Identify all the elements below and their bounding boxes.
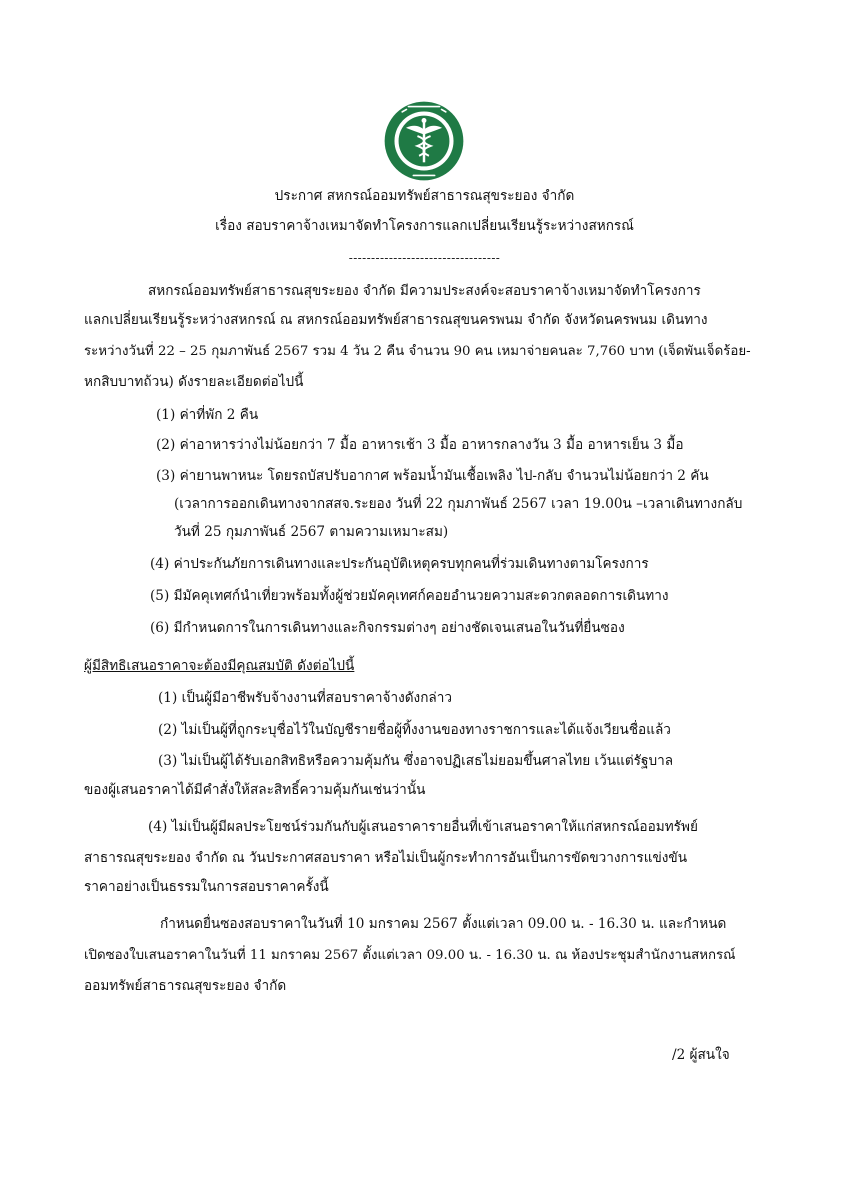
intro-line-1: สหกรณ์ออมทรัพย์สาธารณสุขระยอง จำกัด มีความประสงค์จะสอบราคาจ้างเหมาจัดทำโครงการ [148,283,701,299]
item-insurance: (4) ค่าประกันภัยการเดินทางและประกันอุบัติเหตุครบทุกคนที่ร่วมเดินทางตามโครงการ [150,556,649,572]
item-transport-return: วันที่ 25 กุมภาพันธ์ 2567 ตามความเหมาะสม) [174,524,449,540]
qualifications-heading: ผู้มีสิทธิเสนอราคาจะต้องมีคุณสมบัติ ดังต่อไปนี้ [84,658,355,674]
item-meals: (2) ค่าอาหารว่างไม่น้อยกว่า 7 มื้อ อาหารเช้า 3 มื้อ อาหารกลางวัน 3 มื้อ อาหารเย็น 3 มื้อ [156,437,684,453]
item-guide: (5) มีมัคคุเทศก์นำเที่ยวพร้อมทั้งผู้ช่วยมัคคุเทศก์คอยอำนวยความสะดวกตลอดการเดินทาง [150,588,669,604]
divider: ---------------------------------- [348,251,501,265]
page-continuation: /2 ผู้สนใจ [672,1047,730,1063]
qualification-3-cont: ของผู้เสนอราคาได้มีคำสั่งให้สละสิทธิ์ความคุ้มกันเช่นว่านั้น [84,782,426,798]
schedule-line-1: กำหนดยื่นซองสอบราคาในวันที่ 10 มกราคม 2567 ตั้งแต่เวลา 09.00 น. - 16.30 น. และกำหนด [160,916,727,932]
qualification-4: (4) ไม่เป็นผู้มีผลประโยชน์ร่วมกันกับผู้เสนอราคารายอื่นที่เข้าเสนอราคาให้แก่สหกรณ์ออมทรัพย์ [148,819,698,835]
item-transport: (3) ค่ายานพาหนะ โดยรถบัสปรับอากาศ พร้อมน้ำมันเชื้อเพลิง ไป-กลับ จำนวนไม่น้อยกว่า 2 คัน [156,468,709,484]
cooperative-logo [383,100,465,182]
qualification-2: (2) ไม่เป็นผู้ที่ถูกระบุชื่อไว้ในบัญชีรายชื่อผู้ทิ้งงานของทางราชการและได้แจ้งเวียนชื่อแล้ว [158,722,671,738]
qualification-3: (3) ไม่เป็นผู้ได้รับเอกสิทธิหรือความคุ้มกัน ซึ่งอาจปฏิเสธไม่ยอมขึ้นศาลไทย เว้นแต่รัฐบาล [158,753,674,769]
intro-line-2: แลกเปลี่ยนเรียนรู้ระหว่างสหกรณ์ ณ สหกรณ์ออมทรัพย์สาธารณสุขนครพนม จำกัด จังหวัดนครพนม เดินทาง [84,312,708,328]
item-transport-schedule: (เวลาการออกเดินทางจากสสจ.ระยอง วันที่ 22 กุมภาพันธ์ 2567 เวลา 19.00น –เวลาเดินทางกลับ [174,496,743,512]
item-accommodation: (1) ค่าที่พัก 2 คืน [156,407,259,423]
qualification-4-cont-1: สาธารณสุขระยอง จำกัด ณ วันประกาศสอบราคา หรือไม่เป็นผู้กระทำการอันเป็นการขัดขวางการแข่งขัน [84,850,687,866]
announcement-title: ประกาศ สหกรณ์ออมทรัพย์สาธารณสุขระยอง จำกัด [274,188,575,204]
announcement-subject: เรื่อง สอบราคาจ้างเหมาจัดทำโครงการแลกเปลี่ยนเรียนรู้ระหว่างสหกรณ์ [215,218,634,234]
intro-line-3: ระหว่างวันที่ 22 – 25 กุมภาพันธ์ 2567 รวม 4 วัน 2 คืน จำนวน 90 คน เหมาจ่ายคนละ 7,760 บาท (เจ็ดพันเจ็ดร้อย- [84,344,751,359]
schedule-line-3: ออมทรัพย์สาธารณสุขระยอง จำกัด [84,978,287,994]
qualification-4-cont-2: ราคาอย่างเป็นธรรมในการสอบราคาครั้งนี้ [84,879,329,895]
item-itinerary: (6) มีกำหนดการในการเดินทางและกิจกรรมต่างๆ อย่างชัดเจนเสนอในวันที่ยื่นซอง [150,620,625,636]
intro-line-4: หกสิบบาทถ้วน) ดังรายละเอียดต่อไปนี้ [84,374,304,390]
qualification-1: (1) เป็นผู้มีอาชีพรับจ้างงานที่สอบราคาจ้างดังกล่าว [158,690,453,706]
schedule-line-2: เปิดซองใบเสนอราคาในวันที่ 11 มกราคม 2567 ตั้งแต่เวลา 09.00 น. - 16.30 น. ณ ห้องประชุมสำนักงานสหกรณ์ [84,948,736,963]
